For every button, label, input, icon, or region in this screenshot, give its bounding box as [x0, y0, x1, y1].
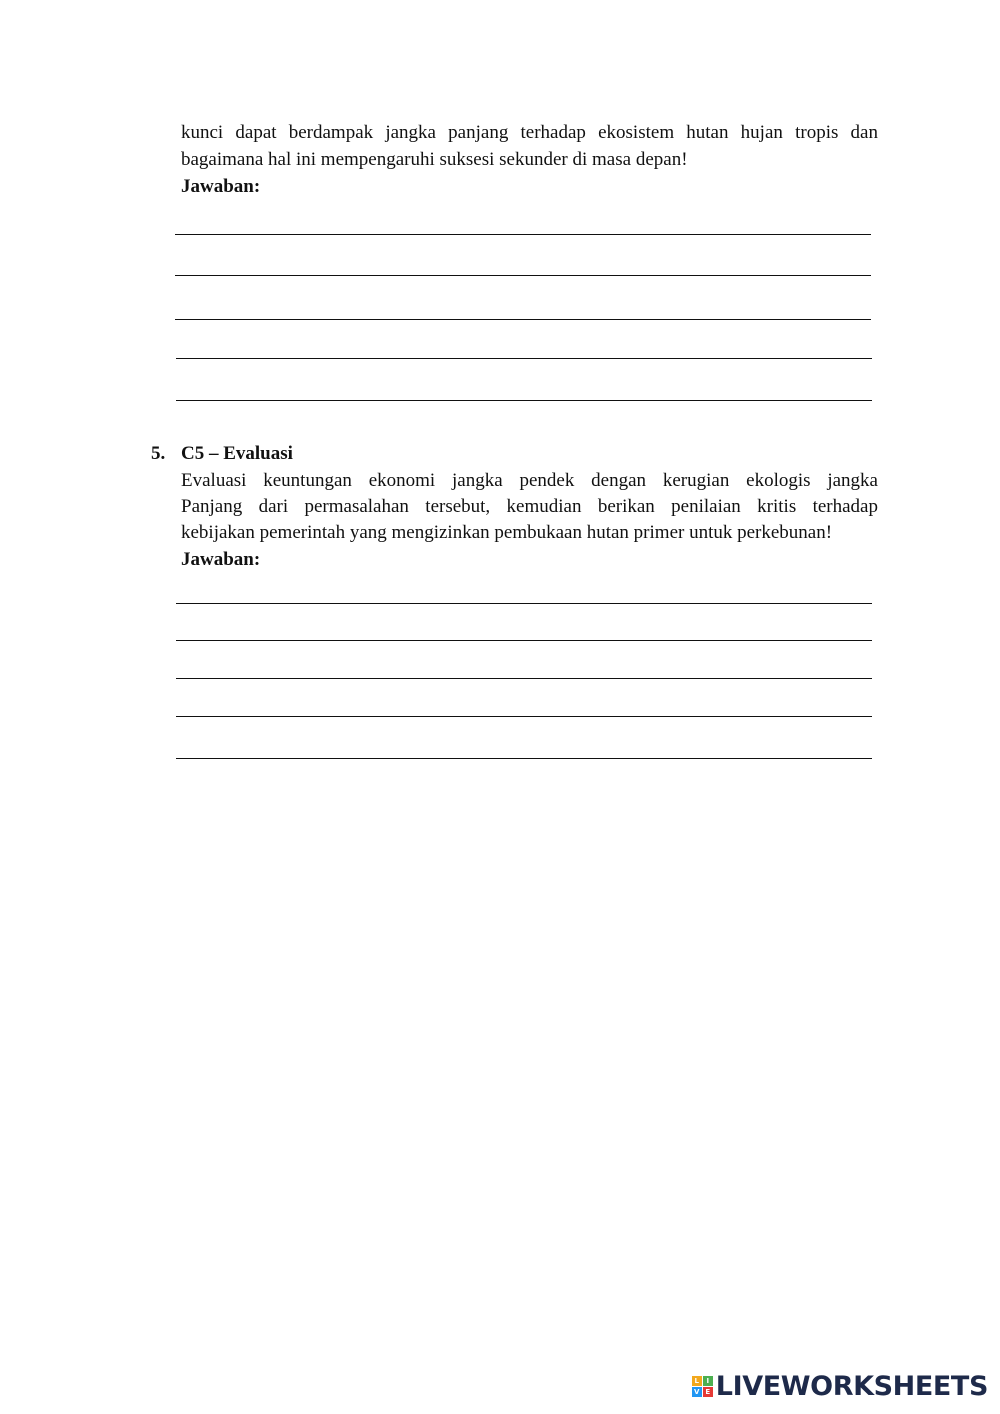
- logo-letter-l: L: [692, 1376, 702, 1386]
- question4-text-line-2: bagaimana hal ini mempengaruhi suksesi sekunder di masa depan!: [181, 149, 688, 170]
- logo-letter-i: I: [703, 1376, 713, 1386]
- brand-name: LIVEWORKSHEETS: [715, 1370, 988, 1402]
- question4-answer-line-4[interactable]: [176, 358, 872, 359]
- question5-number: 5.: [151, 443, 166, 464]
- question5-text-line-3: kebijakan pemerintah yang mengizinkan pembukaan hutan primer untuk perkebunan!: [181, 522, 833, 543]
- question4-answer-line-1[interactable]: [175, 234, 871, 235]
- brand-logo-icon: [692, 1376, 713, 1397]
- liveworksheets-logo: [692, 1368, 988, 1404]
- question5-heading: C5 – Evaluasi: [181, 443, 293, 464]
- question5-answer-label: Jawaban:: [181, 549, 261, 570]
- logo-letter-v: V: [692, 1387, 702, 1397]
- question5-text-line-2: Panjang dari permasalahan tersebut, kemudian berikan penilaian kritis terhadap: [181, 496, 878, 517]
- question5-answer-line-5[interactable]: [176, 758, 872, 759]
- question4-text-line-1: kunci dapat berdampak jangka panjang terhadap ekosistem hutan hujan tropis dan: [181, 122, 878, 143]
- question4-answer-line-3[interactable]: [175, 319, 871, 320]
- question4-answer-line-5[interactable]: [176, 400, 872, 401]
- question5-text-line-1: Evaluasi keuntungan ekonomi jangka pendek dengan kerugian ekologis jangka: [181, 470, 878, 491]
- question5-answer-line-4[interactable]: [176, 716, 872, 717]
- question4-answer-label: Jawaban:: [181, 176, 261, 197]
- logo-letter-e: E: [703, 1387, 713, 1397]
- question5-answer-line-1[interactable]: [176, 603, 872, 604]
- question5-answer-line-3[interactable]: [176, 678, 872, 679]
- question4-answer-line-2[interactable]: [175, 275, 871, 276]
- question5-answer-line-2[interactable]: [176, 640, 872, 641]
